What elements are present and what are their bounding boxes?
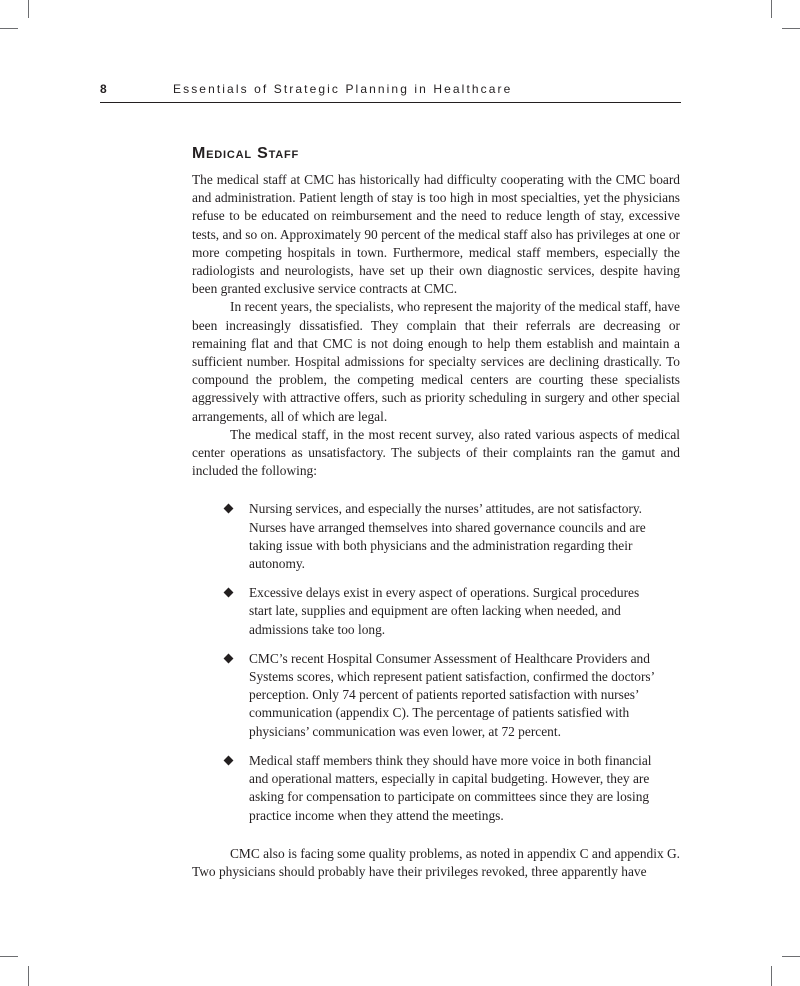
crop-mark xyxy=(28,966,29,986)
list-item-text: Excessive delays exist in every aspect of operations. Surgical procedures start late, supplies and equipment are often lacking when needed, and admissions take too long. xyxy=(249,585,640,637)
crop-mark xyxy=(0,28,18,29)
paragraph: The medical staff at CMC has historically had difficulty cooperating with the CMC board and administration. Patient length of stay is too high in most specialties, yet the physicians refuse to be educated on reimbursement and the need to reduce length of stay, excessive tests, and so on. Approximately 90 percent of the medical staff also has privileges at one or more competing hospitals in town. Furthermore, medical staff members, especially the radiologists and neurologists, have set up their own diagnostic services, despite having been granted exclusive service contracts at CMC. xyxy=(192,172,680,297)
list-item xyxy=(249,650,680,741)
diamond-bullet-icon xyxy=(224,504,233,513)
diamond-bullet-icon xyxy=(224,654,233,663)
list-item-text: CMC’s recent Hospital Consumer Assessment of Healthcare Providers and Systems scores, which represent patient satisfaction, confirmed the doctors’ perception. Only 74 percent of patients reported satisfaction with nurses’ communication (appendix C). The percentage of patients satisfied with physicians’ communication was even lower, at 72 percent. xyxy=(249,650,655,739)
paragraph: CMC also is facing some quality problems, as noted in appendix C and appendix G. Two physicians should probably have their privileges revoked, three apparently have xyxy=(192,845,681,879)
book-title: Essentials of Strategic Planning in Healthcare xyxy=(173,82,513,96)
page-body xyxy=(192,143,680,881)
crop-mark xyxy=(771,966,772,986)
diamond-bullet-icon xyxy=(224,588,233,597)
list-item-text: Medical staff members think they should have more voice in both financial and operational matters, especially in capital budgeting. However, they are asking for compensation to participate on committees since they are losing practice income when they attend the meetings. xyxy=(249,752,652,823)
crop-mark xyxy=(28,0,29,18)
bullet-list xyxy=(192,500,680,824)
paragraph: In recent years, the specialists, who represent the majority of the medical staff, have been increasingly dissatisfied. They complain that their referrals are decreasing or remaining flat and that CMC is not doing enough to help them establish and maintain a sufficient number. Hospital admissions for specialty services are declining drastically. To compound the problem, the competing medical centers are courting these specialists aggressively with attractive offers, such as priority scheduling in surgery and other special arrangements, all of which are legal. xyxy=(192,299,680,424)
list-item-text: Nursing services, and especially the nurses’ attitudes, are not satisfactory. Nurses have arranged themselves into shared governance councils and are taking issue with both physicians and the administration regarding their autonomy. xyxy=(249,501,646,572)
list-item xyxy=(249,752,680,825)
crop-mark xyxy=(0,956,18,957)
header-rule xyxy=(100,102,681,103)
page-number: 8 xyxy=(100,82,107,96)
list-item xyxy=(249,584,680,639)
crop-mark xyxy=(771,0,772,18)
paragraph: The medical staff, in the most recent survey, also rated various aspects of medical center operations as unsatisfactory. The subjects of their complaints ran the gamut and included the following: xyxy=(192,426,680,479)
crop-mark xyxy=(782,28,800,29)
diamond-bullet-icon xyxy=(224,756,233,765)
section-heading: Medical Staff xyxy=(192,145,300,162)
crop-mark xyxy=(782,956,800,957)
list-item xyxy=(249,500,680,573)
